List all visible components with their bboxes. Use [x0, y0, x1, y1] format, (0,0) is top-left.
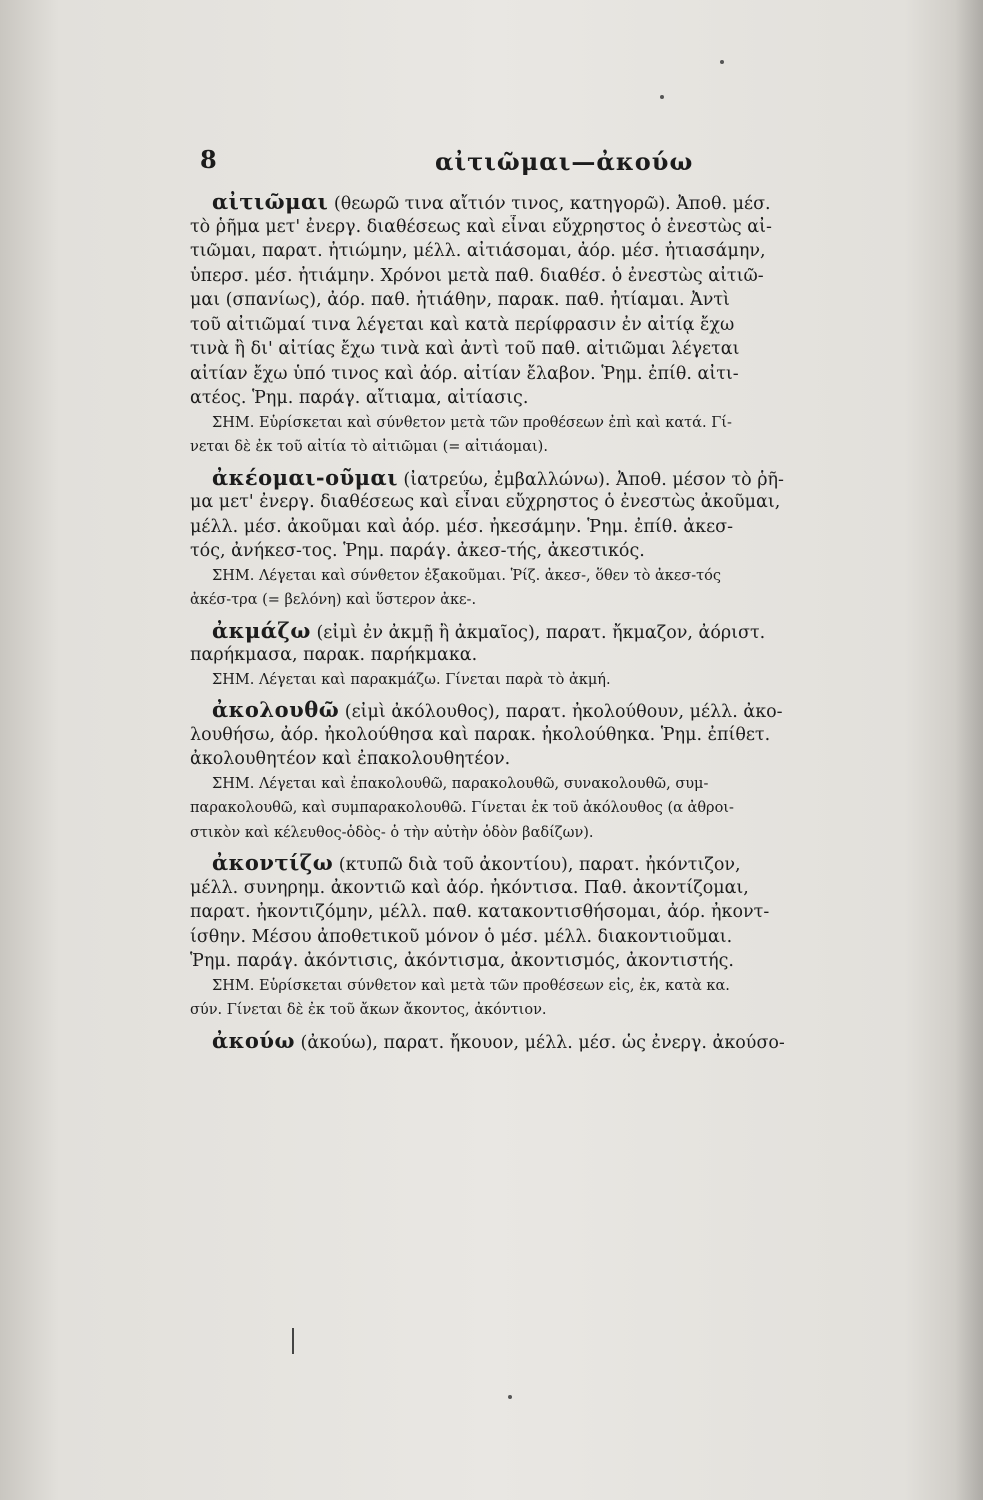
- entry-text: μέλλ. συνηρημ. ἀκοντιῶ καὶ ἀόρ. ἠκόντισα. Παθ. ἀκοντίζομαι,: [190, 877, 749, 898]
- entry-line: [190, 264, 880, 289]
- dictionary-entry: [190, 698, 880, 845]
- entry-line: [190, 949, 880, 974]
- entry-note: ΣΗΜ. Λέγεται καὶ ἐπακολουθῶ, παρακολουθῶ, συνακολουθῶ, συμ-: [212, 775, 709, 792]
- entry-text: αἰτίαν ἔχω ὑπό τινος καὶ ἀόρ. αἰτίαν ἔλαβον. Ῥημ. ἐπίθ. αἰτι-: [190, 363, 739, 384]
- entry-text: ἀκολουθητέον καὶ ἐπακολουθητέον.: [190, 749, 511, 769]
- entry-lemma: ἀκέομαι-οῦμαι: [212, 465, 398, 490]
- entry-lemma: ἀκολουθῶ: [212, 698, 340, 722]
- entry-headline: [190, 851, 880, 876]
- stray-pen-mark: [292, 1328, 294, 1354]
- running-head: αἰτιῶμαι—ἀκούω: [435, 147, 694, 176]
- page-number: 8: [200, 145, 217, 174]
- entry-text: (εἰμὶ ἐν ἀκμῇ ἢ ἀκμαῖος), παρατ. ἤκμαζον, ἀόριστ.: [310, 622, 766, 643]
- dictionary-entry: [190, 1029, 880, 1054]
- entry-line: [190, 515, 880, 540]
- entry-text: (ἰατρεύω, ἐμβαλλώνω). Ἀποθ. μέσον τὸ ῥῆ-: [397, 469, 784, 490]
- entry-headline: [190, 698, 880, 723]
- entry-line: [190, 288, 880, 313]
- entry-line: [190, 490, 880, 515]
- entry-line: [190, 215, 880, 240]
- entry-lemma: ἀκούω: [212, 1028, 295, 1053]
- dictionary-entry: [190, 466, 880, 613]
- entry-note: σύν. Γίνεται δὲ ἐκ τοῦ ἄκων ἄκοντος, ἀκόντιον.: [190, 1002, 547, 1018]
- entry-lemma: αἰτιῶμαι: [212, 190, 329, 214]
- entry-text: τινὰ ἢ δι' αἰτίας ἔχω τινὰ καὶ ἀντὶ τοῦ παθ. αἰτιῶμαι λέγεται: [190, 339, 740, 359]
- entry-note: ΣΗΜ. Εὑρίσκεται καὶ σύνθετον μετὰ τῶν προθέσεων ἐπὶ καὶ κατά. Γί-: [212, 414, 732, 431]
- page-header: [200, 145, 870, 185]
- entry-text: Ῥημ. παράγ. ἀκόντισις, ἀκόντισμα, ἀκοντισμός, ἀκοντιστής.: [190, 951, 734, 971]
- entry-text: ατέος. Ῥημ. παράγ. αἴτιαμα, αἰτίασις.: [190, 388, 529, 408]
- entry-line: [190, 313, 880, 338]
- entry-line: [190, 539, 880, 564]
- entry-note: παρακολουθῶ, καὶ συμπαρακολουθῶ. Γίνεται ἐκ τοῦ ἀκόλουθος (α ἀθροι-: [190, 800, 734, 816]
- dictionary-body: [190, 190, 880, 1059]
- entry-text: λουθήσω, ἀόρ. ἠκολούθησα καὶ παρακ. ἠκολούθηκα. Ῥημ. ἐπίθετ.: [190, 724, 771, 745]
- entry-text: τὸ ῥῆμα μετ' ἐνεργ. διαθέσεως καὶ εἶναι εὔχρηστος ὁ ἐνεστὼς αἰ-: [190, 216, 772, 237]
- entry-text: μαι (σπανίως), ἀόρ. παθ. ἠτιάθην, παρακ. παθ. ἠτίαμαι. Ἀντὶ: [190, 290, 730, 310]
- entry-line: [190, 900, 880, 925]
- entry-note: ἀκέσ-τρα (= βελόνη) καὶ ὕστερον ἀκε-.: [190, 592, 477, 608]
- entry-line: [190, 747, 880, 772]
- entry-headline: [190, 190, 880, 215]
- entry-note: νεται δὲ ἐκ τοῦ αἰτία τὸ αἰτιῶμαι (= αἰτιάομαι).: [190, 439, 548, 455]
- entry-headline: [190, 1029, 880, 1054]
- entry-text: παρήκμασα, παρακ. παρήκμακα.: [190, 645, 478, 665]
- entry-note: στικὸν καὶ κέλευθος-ὁδὸς- ὁ τὴν αὐτὴν ὁδὸν βαδίζων).: [190, 824, 594, 841]
- entry-text: (ἀκούω), παρατ. ἤκουον, μέλλ. μέσ. ὡς ἐνεργ. ἀκούσο-: [294, 1032, 785, 1053]
- paper-speck: [508, 1395, 512, 1399]
- entry-line: [190, 643, 880, 668]
- entry-text: τός, ἀνήκεσ-τος. Ῥημ. παράγ. ἀκεσ-τής, ἀκεστικός.: [190, 541, 645, 561]
- entry-text: ὑπερσ. μέσ. ἠτιάμην. Χρόνοι μετὰ παθ. διαθέσ. ὁ ἐνεστὼς αἰτιῶ-: [190, 265, 764, 286]
- entry-note: ΣΗΜ. Εὑρίσκεται σύνθετον καὶ μετὰ τῶν προθέσεων εἰς, ἐκ, κατὰ κα.: [212, 977, 730, 994]
- entry-text: ίσθην. Μέσου ἀποθετικοῦ μόνον ὁ μέσ. μέλλ. διακοντιοῦμαι.: [190, 926, 733, 947]
- entry-text: παρατ. ἠκοντιζόμην, μέλλ. παθ. κατακοντισθήσομαι, ἀόρ. ἠκοντ-: [190, 902, 770, 922]
- entry-lemma: ἀκοντίζω: [212, 851, 334, 875]
- entry-line: [190, 362, 880, 387]
- entry-headline: [190, 466, 880, 491]
- dictionary-entry: [190, 851, 880, 1023]
- entry-text: μα μετ' ἐνεργ. διαθέσεως καὶ εἶναι εὔχρηστος ὁ ἐνεστὼς ἀκοῦμαι,: [190, 492, 781, 512]
- entry-text: (εἰμὶ ἀκόλουθος), παρατ. ἠκολούθουν, μέλλ. ἀκο-: [339, 702, 783, 722]
- entry-lemma: ἀκμάζω: [212, 618, 311, 643]
- entry-text: τιῶμαι, παρατ. ἠτιώμην, μέλλ. αἰτιάσομαι, ἀόρ. μέσ. ἠτιασάμην,: [190, 241, 766, 261]
- entry-note: ΣΗΜ. Λέγεται καὶ σύνθετον ἐξακοῦμαι. Ῥίζ. ἀκεσ-, ὅθεν τὸ ἀκεσ-τός: [212, 567, 722, 584]
- entry-text: (θεωρῶ τινα αἴτιόν τινος, κατηγορῶ). Ἀποθ. μέσ.: [328, 194, 771, 214]
- entry-headline: [190, 619, 880, 644]
- entry-text: μέλλ. μέσ. ἀκοῦμαι καὶ ἀόρ. μέσ. ἠκεσάμην. Ῥημ. ἐπίθ. ἀκεσ-: [190, 516, 734, 537]
- entry-text: (κτυπῶ διὰ τοῦ ἀκοντίου), παρατ. ἠκόντιζον,: [333, 855, 741, 875]
- entry-line: [190, 386, 880, 411]
- page-edge-shadow: [955, 0, 983, 1500]
- entry-text: τοῦ αἰτιῶμαί τινα λέγεται καὶ κατὰ περίφρασιν ἐν αἰτίᾳ ἔχω: [190, 314, 735, 335]
- entry-line: [190, 337, 880, 362]
- entry-line: [190, 925, 880, 950]
- dictionary-entry: [190, 190, 880, 460]
- paper-speck: [660, 95, 664, 99]
- entry-line: [190, 723, 880, 748]
- dictionary-entry: [190, 619, 880, 693]
- entry-note: ΣΗΜ. Λέγεται καὶ παρακμάζω. Γίνεται παρὰ τὸ ἀκμή.: [212, 671, 611, 688]
- paper-speck: [720, 60, 724, 64]
- entry-line: [190, 876, 880, 901]
- entry-line: [190, 239, 880, 264]
